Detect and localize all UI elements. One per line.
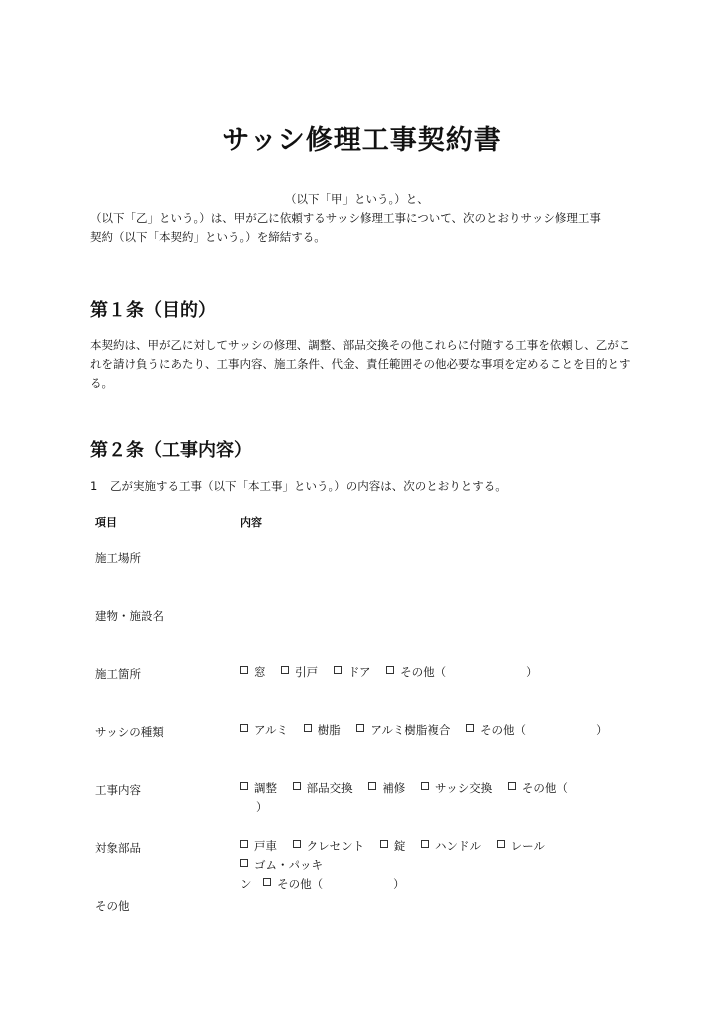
row-content-location	[240, 663, 640, 682]
option-adjustment[interactable]: 調整	[240, 781, 277, 795]
option-roller[interactable]: 戸車	[240, 839, 277, 853]
option-rail[interactable]: レール	[497, 839, 545, 853]
checkbox-icon[interactable]	[386, 666, 394, 674]
article-1-heading: 第１条（目的）	[90, 300, 216, 321]
clause-text: 乙が実施する工事（以下「本工事」という。）の内容は、次のとおりとする。	[110, 479, 507, 493]
option-rubber-packing[interactable]: ゴム・パッキ	[240, 858, 323, 872]
option-other[interactable]: その他（ ）	[386, 665, 538, 679]
checkbox-icon[interactable]	[421, 782, 429, 790]
checkbox-icon[interactable]	[240, 782, 248, 790]
table-header-item: 項目	[95, 516, 117, 529]
checkbox-icon[interactable]	[380, 840, 388, 848]
checkbox-icon[interactable]	[293, 782, 301, 790]
checkbox-icon[interactable]	[263, 878, 271, 886]
option-other[interactable]: その他（ ）	[263, 877, 405, 891]
intro-line-2: （以下「乙」という。）は、甲が乙に依頼するサッシ修理工事について、次のとおりサッシ修理工事	[90, 211, 601, 225]
option-sash-replacement[interactable]: サッシ交換	[421, 781, 492, 795]
option-parts-replacement[interactable]: 部品交換	[293, 781, 353, 795]
option-aluminum-resin-composite[interactable]: アルミ樹脂複合	[356, 723, 450, 737]
checkbox-icon[interactable]	[281, 666, 289, 674]
intro-line-1: （以下「甲」という。）と、	[285, 192, 429, 206]
checkbox-icon[interactable]	[293, 840, 301, 848]
option-door[interactable]: ドア	[334, 665, 371, 679]
row-content-parts	[240, 837, 640, 894]
table-header-content: 内容	[240, 516, 262, 529]
checkbox-icon[interactable]	[304, 724, 312, 732]
checkbox-icon[interactable]	[240, 840, 248, 848]
article-1-body: 本契約は、甲が乙に対してサッシの修理、調整、部品交換その他これらに付随する工事を依頼し、乙がこれを請け負うにあたり、工事内容、施工条件、代金、責任範囲その他必要な事項を定めることを目的とする。	[90, 338, 631, 390]
option-crescent[interactable]: クレセント	[293, 839, 365, 853]
checkbox-icon[interactable]	[240, 666, 248, 674]
option-resin[interactable]: 樹脂	[304, 723, 341, 737]
option-other[interactable]: その他（ ）	[466, 723, 608, 737]
row-label-location: 施工箇所	[95, 667, 141, 681]
intro-paragraph	[90, 190, 640, 247]
checkbox-icon[interactable]	[421, 840, 429, 848]
checkbox-icon[interactable]	[356, 724, 364, 732]
option-handle[interactable]: ハンドル	[421, 839, 481, 853]
option-repair[interactable]: 補修	[368, 781, 405, 795]
row-label-other: その他	[95, 899, 130, 913]
row-content-work	[240, 779, 640, 817]
option-other[interactable]: その他（	[508, 781, 568, 795]
checkbox-icon[interactable]	[497, 840, 505, 848]
close-paren: ）	[256, 800, 268, 814]
clause-number: 1	[90, 479, 98, 493]
article-2-clause-1	[90, 478, 507, 494]
checkbox-icon[interactable]	[240, 859, 248, 867]
row-label-building: 建物・施設名	[95, 609, 164, 623]
option-aluminum[interactable]: アルミ	[240, 723, 288, 737]
checkbox-icon[interactable]	[508, 782, 516, 790]
checkbox-icon[interactable]	[334, 666, 342, 674]
row-label-parts: 対象部品	[95, 841, 141, 855]
checkbox-icon[interactable]	[466, 724, 474, 732]
row-label-work: 工事内容	[95, 783, 141, 797]
row-content-sash-type	[240, 721, 640, 740]
wrapped-text: ン	[240, 877, 252, 891]
intro-line-3: 契約（以下「本契約」という。）を締結する。	[90, 230, 326, 244]
option-sliding-door[interactable]: 引戸	[281, 665, 318, 679]
page-title: サッシ修理工事契約書	[222, 125, 502, 156]
option-lock[interactable]: 錠	[380, 839, 406, 853]
checkbox-icon[interactable]	[240, 724, 248, 732]
row-label-sash-type: サッシの種類	[95, 725, 164, 739]
row-label-site: 施工場所	[95, 551, 141, 565]
option-window[interactable]: 窓	[240, 665, 266, 679]
article-2-heading: 第２条（工事内容）	[90, 440, 252, 461]
checkbox-icon[interactable]	[368, 782, 376, 790]
